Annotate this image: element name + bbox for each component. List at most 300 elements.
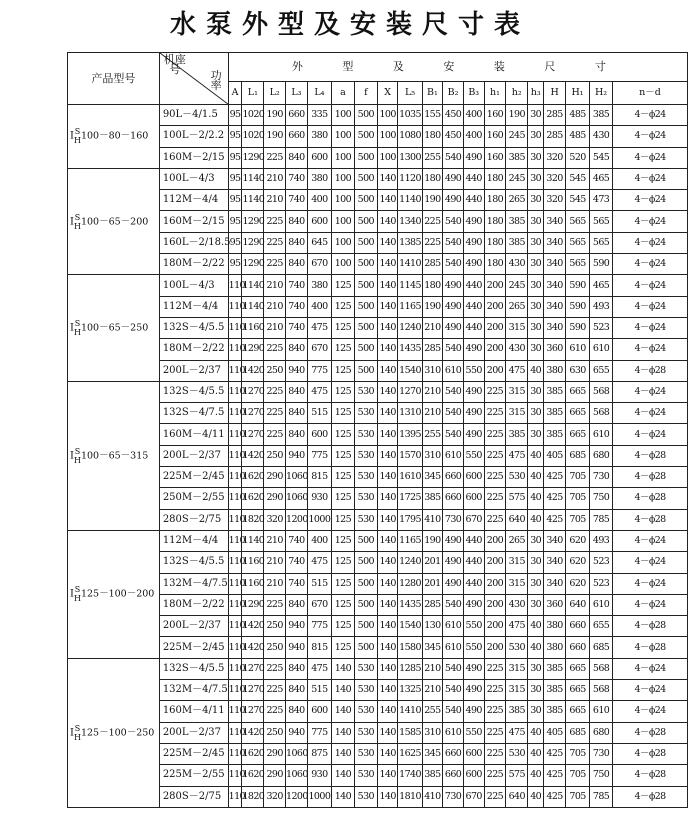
dimension-cell: 125	[331, 317, 354, 338]
dimension-cell: 620	[566, 552, 590, 573]
product-model-cell: I S H 100－65－250	[68, 275, 160, 381]
dimension-cell: 1620	[242, 765, 264, 786]
dimension-cell: 840	[286, 381, 308, 402]
dimension-cell: 540	[443, 658, 464, 679]
dimension-cell: 385	[506, 211, 528, 232]
dimension-cell: 1020	[242, 105, 264, 126]
dimension-cell: 380	[307, 275, 331, 296]
dimension-cell: 1420	[242, 722, 264, 743]
dimension-cell: 225	[484, 509, 506, 530]
dimension-cell: 590	[590, 254, 613, 275]
dimension-cell: 490	[443, 168, 464, 189]
dimension-cell: 670	[307, 254, 331, 275]
dimension-cell: 660	[566, 616, 590, 637]
dimension-cell: 140	[331, 701, 354, 722]
dimension-cell: 140	[377, 573, 398, 594]
dimension-cell: 200	[484, 317, 506, 338]
dimension-cell: 775	[307, 722, 331, 743]
motor-model-cell: 132M－4/7.5	[159, 573, 228, 594]
dimension-cell: 4－ϕ28	[613, 488, 688, 509]
dimension-cell: 550	[463, 616, 484, 637]
dimension-cell: 210	[264, 530, 286, 551]
table-row	[68, 339, 688, 360]
dimension-cell: 140	[331, 786, 354, 807]
dimension-cell: 30	[528, 254, 544, 275]
dimension-cell: 440	[463, 317, 484, 338]
dimension-cell: 545	[566, 190, 590, 211]
dimension-cell: 1140	[242, 296, 264, 317]
dimension-cell: 30	[528, 573, 544, 594]
dimension-cell: 515	[307, 680, 331, 701]
dimension-cell: 140	[377, 381, 398, 402]
dimension-cell: 400	[463, 126, 484, 147]
dimension-cell: 110	[228, 786, 242, 807]
dimension-cell: 340	[544, 552, 566, 573]
dimension-cell: 310	[422, 722, 443, 743]
dimension-cell: 750	[590, 765, 613, 786]
dimension-cell: 500	[354, 530, 377, 551]
dimension-cell: 125	[331, 275, 354, 296]
dimension-cell: 250	[264, 445, 286, 466]
dimension-cell: 1270	[242, 381, 264, 402]
dimension-cell: 775	[307, 616, 331, 637]
table-row	[68, 552, 688, 573]
motor-model-cell: 132S－4/5.5	[159, 317, 228, 338]
motor-model-cell: 112M－4/4	[159, 296, 228, 317]
dimension-cell: 785	[590, 786, 613, 807]
dimension-cell: 1290	[242, 211, 264, 232]
dimension-cell: 490	[463, 254, 484, 275]
table-row	[68, 637, 688, 658]
dimension-cell: 610	[443, 616, 464, 637]
dimension-cell: 4－ϕ28	[613, 509, 688, 530]
dimension-cell: 4－ϕ24	[613, 317, 688, 338]
dimension-cell: 140	[377, 786, 398, 807]
dimension-cell: 4－ϕ24	[613, 594, 688, 615]
column-header: h₃	[528, 82, 544, 105]
dimension-cell: 1000	[307, 509, 331, 530]
dimension-cell: 490	[443, 296, 464, 317]
dimension-cell: 740	[286, 317, 308, 338]
dimension-cell: 425	[544, 743, 566, 764]
dimension-cell: 385	[506, 424, 528, 445]
column-header: h₁	[484, 82, 506, 105]
dimension-cell: 1270	[242, 424, 264, 445]
dimension-cell: 345	[422, 637, 443, 658]
dimension-cell: 110	[228, 381, 242, 402]
dimension-cell: 4－ϕ24	[613, 190, 688, 211]
table-row	[68, 254, 688, 275]
dimension-cell: 125	[331, 424, 354, 445]
dimension-cell: 4－ϕ28	[613, 467, 688, 488]
product-model-cell: I S H 125－100－200	[68, 530, 160, 658]
dimension-cell: 210	[422, 658, 443, 679]
dimension-cell: 500	[354, 211, 377, 232]
dimension-cell: 385	[544, 658, 566, 679]
dimension-cell: 600	[307, 211, 331, 232]
dimension-cell: 210	[264, 317, 286, 338]
dimension-cell: 385	[506, 701, 528, 722]
dimension-cell: 840	[286, 701, 308, 722]
dimension-cell: 285	[422, 339, 443, 360]
dimension-cell: 590	[566, 317, 590, 338]
dimension-cell: 125	[331, 339, 354, 360]
dimension-cell: 520	[566, 147, 590, 168]
dimension-cell: 405	[544, 722, 566, 743]
dimension-cell: 30	[528, 658, 544, 679]
dimension-cell: 30	[528, 211, 544, 232]
dimension-cell: 385	[422, 488, 443, 509]
dimension-cell: 1580	[398, 637, 422, 658]
dimension-cell: 740	[286, 552, 308, 573]
dimension-cell: 225	[484, 488, 506, 509]
dimension-cell: 110	[228, 637, 242, 658]
dimension-cell: 4－ϕ28	[613, 765, 688, 786]
dimension-cell: 125	[331, 488, 354, 509]
motor-model-cell: 132S－4/5.5	[159, 552, 228, 573]
motor-model-cell: 132S－4/5.5	[159, 658, 228, 679]
dimension-cell: 530	[354, 403, 377, 424]
table-row	[68, 722, 688, 743]
dimension-cell: 500	[354, 168, 377, 189]
dimension-cell: 340	[544, 296, 566, 317]
dimension-cell: 30	[528, 126, 544, 147]
dimension-cell: 610	[590, 339, 613, 360]
dimension-cell: 190	[422, 190, 443, 211]
table-row	[68, 445, 688, 466]
dimension-cell: 225	[264, 424, 286, 445]
dimension-cell: 1145	[398, 275, 422, 296]
dimension-cell: 410	[422, 786, 443, 807]
dimension-cell: 1160	[242, 317, 264, 338]
dimension-cell: 590	[566, 296, 590, 317]
dimension-cell: 840	[286, 403, 308, 424]
dimension-cell: 40	[528, 445, 544, 466]
column-header: H₂	[590, 82, 613, 105]
motor-model-cell: 200L－2/37	[159, 360, 228, 381]
dimension-cell: 245	[506, 126, 528, 147]
dimension-cell: 500	[354, 616, 377, 637]
dimension-cell: 475	[307, 552, 331, 573]
dimension-cell: 740	[286, 573, 308, 594]
dimension-cell: 315	[506, 680, 528, 701]
column-header: H	[544, 82, 566, 105]
dimension-cell: 140	[377, 232, 398, 253]
dimension-cell: 380	[307, 168, 331, 189]
dimension-cell: 425	[544, 467, 566, 488]
dimension-cell: 225	[264, 680, 286, 701]
dimension-cell: 225	[484, 658, 506, 679]
dimension-cell: 430	[506, 254, 528, 275]
dimension-cell: 100	[331, 211, 354, 232]
dimension-cell: 940	[286, 722, 308, 743]
dimension-cell: 840	[286, 211, 308, 232]
dimension-cell: 140	[331, 658, 354, 679]
dimension-cell: 1140	[398, 190, 422, 211]
dimension-cell: 200	[484, 530, 506, 551]
dimension-cell: 775	[307, 445, 331, 466]
dimension-cell: 500	[354, 317, 377, 338]
dimension-cell: 4－ϕ24	[613, 232, 688, 253]
dimension-cell: 540	[443, 232, 464, 253]
dimension-cell: 665	[566, 701, 590, 722]
dimension-cell: 140	[377, 254, 398, 275]
dimension-cell: 685	[566, 445, 590, 466]
table-row	[68, 105, 688, 126]
dimension-cell: 400	[307, 296, 331, 317]
dimension-cell: 125	[331, 552, 354, 573]
dimension-cell: 875	[307, 743, 331, 764]
dimension-cell: 1270	[242, 701, 264, 722]
dimension-cell: 530	[354, 658, 377, 679]
dimension-cell: 4－ϕ28	[613, 637, 688, 658]
dimension-cell: 110	[228, 360, 242, 381]
table-row	[68, 296, 688, 317]
dimension-cell: 440	[463, 573, 484, 594]
dimension-cell: 140	[377, 360, 398, 381]
dimension-cell: 110	[228, 339, 242, 360]
motor-model-cell: 180M－2/22	[159, 339, 228, 360]
dimension-cell: 140	[377, 168, 398, 189]
dimension-cell: 340	[544, 573, 566, 594]
dimension-cell: 1020	[242, 126, 264, 147]
dimension-cell: 190	[422, 296, 443, 317]
dimension-cell: 180	[484, 254, 506, 275]
dimension-cell: 640	[506, 786, 528, 807]
dimension-cell: 110	[228, 722, 242, 743]
dimension-cell: 490	[463, 680, 484, 701]
dimension-cell: 530	[354, 509, 377, 530]
motor-model-cell: 225M－2/45	[159, 743, 228, 764]
dimension-cell: 840	[286, 339, 308, 360]
dimension-cell: 705	[566, 765, 590, 786]
dimension-cell: 1140	[242, 190, 264, 211]
dimension-cell: 100	[331, 147, 354, 168]
dimension-cell: 568	[590, 658, 613, 679]
dimension-cell: 600	[463, 765, 484, 786]
dimension-cell: 1540	[398, 360, 422, 381]
dimension-cell: 385	[422, 765, 443, 786]
column-header: A	[228, 82, 242, 105]
dimension-cell: 540	[443, 254, 464, 275]
dimension-cell: 670	[463, 509, 484, 530]
dimension-cell: 740	[286, 275, 308, 296]
dimension-cell: 380	[307, 126, 331, 147]
dimension-cell: 290	[264, 765, 286, 786]
dimension-cell: 30	[528, 105, 544, 126]
dimension-cell: 500	[354, 105, 377, 126]
dimension-cell: 140	[377, 530, 398, 551]
dimension-cell: 385	[506, 147, 528, 168]
motor-model-cell: 132S－4/7.5	[159, 403, 228, 424]
dimension-cell: 95	[228, 254, 242, 275]
dimension-cell: 285	[422, 594, 443, 615]
dimension-cell: 1540	[398, 616, 422, 637]
dimension-cell: 125	[331, 530, 354, 551]
dimension-cell: 840	[286, 658, 308, 679]
dimension-cell: 640	[506, 509, 528, 530]
dimension-cell: 490	[443, 317, 464, 338]
dimension-cell: 210	[422, 403, 443, 424]
dimension-cell: 840	[286, 424, 308, 445]
dimension-cell: 475	[307, 658, 331, 679]
dimension-cell: 255	[422, 701, 443, 722]
dimension-cell: 190	[264, 105, 286, 126]
motor-model-cell: 180M－2/22	[159, 254, 228, 275]
dimension-cell: 490	[463, 147, 484, 168]
motor-model-cell: 160L－2/18.5	[159, 232, 228, 253]
motor-model-cell: 200L－2/37	[159, 722, 228, 743]
dimension-cell: 490	[463, 211, 484, 232]
dimension-cell: 100	[377, 126, 398, 147]
dimension-cell: 40	[528, 637, 544, 658]
dimension-cell: 540	[443, 403, 464, 424]
dimension-cell: 540	[443, 381, 464, 402]
dimension-cell: 490	[463, 424, 484, 445]
dimension-cell: 4－ϕ28	[613, 616, 688, 637]
dimension-cell: 540	[443, 594, 464, 615]
dimension-cell: 140	[377, 637, 398, 658]
dimension-cell: 740	[286, 168, 308, 189]
dimension-cell: 490	[443, 573, 464, 594]
dimension-cell: 225	[484, 743, 506, 764]
column-header: B₃	[463, 82, 484, 105]
dimension-cell: 440	[463, 190, 484, 211]
dimension-cell: 110	[228, 680, 242, 701]
dimension-cell: 225	[484, 424, 506, 445]
dimension-cell: 500	[354, 275, 377, 296]
dimension-cell: 685	[566, 722, 590, 743]
dimension-cell: 110	[228, 743, 242, 764]
dimension-cell: 500	[354, 360, 377, 381]
motor-model-cell: 100L－2/2.2	[159, 126, 228, 147]
dimension-cell: 1420	[242, 637, 264, 658]
dimension-cell: 1410	[398, 254, 422, 275]
dimension-cell: 125	[331, 445, 354, 466]
dimension-cell: 385	[544, 680, 566, 701]
dimension-cell: 1420	[242, 360, 264, 381]
dimension-cell: 225	[264, 339, 286, 360]
dimension-cell: 1000	[307, 786, 331, 807]
table-row	[68, 488, 688, 509]
dimension-cell: 110	[228, 573, 242, 594]
dimension-cell: 225	[264, 701, 286, 722]
dimension-cell: 285	[422, 254, 443, 275]
dimension-cell: 320	[544, 190, 566, 211]
dimension-cell: 110	[228, 317, 242, 338]
dimension-cell: 775	[307, 360, 331, 381]
dimension-cell: 320	[544, 147, 566, 168]
dimension-cell: 4－ϕ28	[613, 445, 688, 466]
dimension-cell: 530	[354, 381, 377, 402]
dimension-cell: 490	[443, 530, 464, 551]
table-row	[68, 232, 688, 253]
dimension-cell: 310	[422, 360, 443, 381]
dimension-cell: 225	[484, 722, 506, 743]
dimension-cell: 450	[443, 105, 464, 126]
column-header: h₂	[506, 82, 528, 105]
dimension-cell: 565	[566, 232, 590, 253]
motor-model-cell: 160M－4/11	[159, 424, 228, 445]
motor-model-cell: 200L－2/37	[159, 445, 228, 466]
dimension-cell: 1060	[286, 765, 308, 786]
header-dimensions: 外 型 及 安 装 尺 寸	[228, 53, 687, 82]
table-row	[68, 616, 688, 637]
dimension-cell: 1385	[398, 232, 422, 253]
dimension-cell: 1795	[398, 509, 422, 530]
dimension-cell: 210	[264, 552, 286, 573]
dimension-cell: 345	[422, 743, 443, 764]
dimension-cell: 1290	[242, 594, 264, 615]
motor-model-cell: 280S－2/75	[159, 509, 228, 530]
dimension-cell: 30	[528, 296, 544, 317]
dimension-cell: 225	[484, 467, 506, 488]
dimension-cell: 940	[286, 445, 308, 466]
dimension-cell: 225	[484, 445, 506, 466]
column-header: L₁	[242, 82, 264, 105]
header-motor-power: 功 率	[210, 69, 222, 92]
dimension-cell: 530	[354, 488, 377, 509]
dimension-cell: 660	[286, 126, 308, 147]
dimension-cell: 475	[506, 360, 528, 381]
dimension-cell: 530	[354, 467, 377, 488]
dimension-cell: 430	[506, 594, 528, 615]
dimension-cell: 265	[506, 530, 528, 551]
dimension-cell: 1200	[286, 786, 308, 807]
dimension-cell: 475	[307, 381, 331, 402]
dimension-cell: 250	[264, 722, 286, 743]
dimension-cell: 100	[331, 190, 354, 211]
dimension-cell: 335	[307, 105, 331, 126]
dimension-cell: 1290	[242, 232, 264, 253]
dimension-cell: 125	[331, 573, 354, 594]
dimension-cell: 1285	[398, 658, 422, 679]
dimension-cell: 210	[264, 190, 286, 211]
dimension-cell: 140	[377, 701, 398, 722]
dimension-cell: 225	[422, 232, 443, 253]
dimension-cell: 110	[228, 701, 242, 722]
motor-model-cell: 132M－4/7.5	[159, 680, 228, 701]
dimension-cell: 1035	[398, 105, 422, 126]
dimension-cell: 225	[484, 381, 506, 402]
dimension-cell: 180	[422, 168, 443, 189]
dimension-cell: 4－ϕ24	[613, 211, 688, 232]
dimension-cell: 685	[590, 637, 613, 658]
dimension-cell: 200	[484, 296, 506, 317]
dimension-cell: 1325	[398, 680, 422, 701]
product-model-cell: I S H 100－65－315	[68, 381, 160, 530]
dimension-cell: 125	[331, 467, 354, 488]
dimension-cell: 500	[354, 296, 377, 317]
dimension-cell: 255	[422, 424, 443, 445]
dimension-cell: 493	[590, 296, 613, 317]
motor-model-cell: 132S－4/5.5	[159, 381, 228, 402]
dimension-cell: 425	[544, 509, 566, 530]
dimension-cell: 610	[566, 339, 590, 360]
dimension-cell: 320	[264, 786, 286, 807]
dimension-cell: 1240	[398, 317, 422, 338]
dimension-cell: 4－ϕ24	[613, 424, 688, 445]
dimension-cell: 4－ϕ24	[613, 573, 688, 594]
dimension-cell: 200	[484, 552, 506, 573]
dimension-cell: 385	[544, 424, 566, 445]
dimension-cell: 568	[590, 381, 613, 402]
dimension-cell: 30	[528, 424, 544, 445]
dimension-cell: 680	[590, 445, 613, 466]
dimension-cell: 440	[463, 552, 484, 573]
column-header: n－d	[613, 82, 688, 105]
dimension-cell: 515	[307, 403, 331, 424]
